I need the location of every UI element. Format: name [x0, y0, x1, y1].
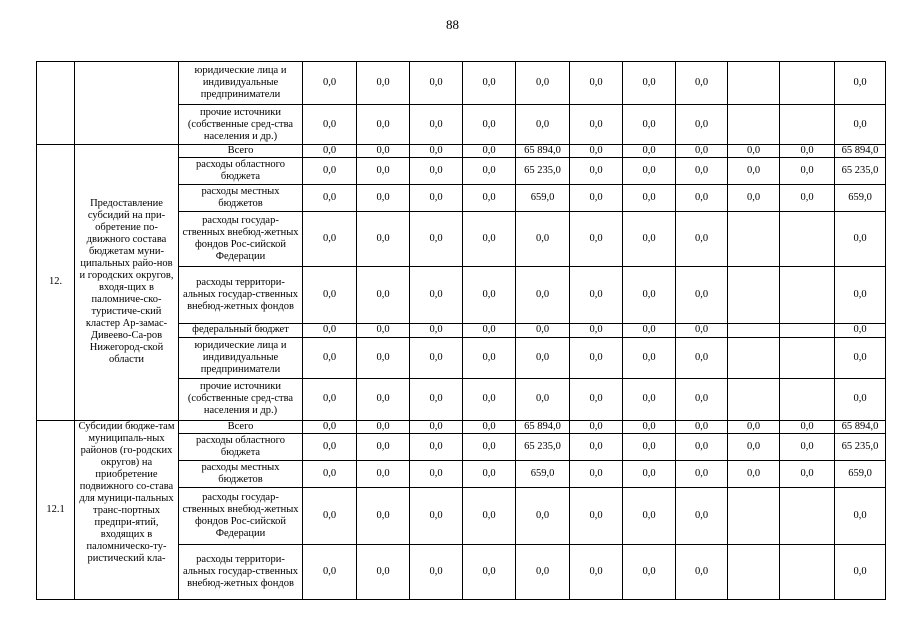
amount-cell: 0,0	[623, 488, 676, 544]
amount-cell: 0,0	[516, 62, 570, 105]
amount-cell: 0,0	[676, 211, 728, 266]
amount-cell: 0,0	[570, 544, 623, 599]
amount-cell: 0,0	[357, 420, 410, 433]
amount-cell: 0,0	[463, 544, 516, 599]
amount-cell: 659,0	[835, 184, 886, 211]
amount-cell: 0,0	[676, 378, 728, 420]
amount-cell: 0,0	[835, 378, 886, 420]
amount-cell: 0,0	[570, 158, 623, 185]
amount-cell: 0,0	[570, 211, 623, 266]
amount-cell: 0,0	[463, 158, 516, 185]
funding-source-cell: прочие источники (собственные сред-ства населения и др.)	[179, 378, 303, 420]
funding-source-cell: расходы областного бюджета	[179, 433, 303, 460]
amount-cell: 0,0	[516, 488, 570, 544]
amount-cell: 0,0	[676, 433, 728, 460]
section-number-cell: 12.1	[37, 420, 75, 599]
amount-cell: 0,0	[835, 337, 886, 378]
amount-cell: 65 894,0	[835, 420, 886, 433]
measure-description-cell: Предоставление субсидий на при-обретение по-движного состава бюджетам муни-ципальных райо-нов и городских округов, входя-щих в паломниче-ско-туристиче-ский кластер Ар-замас-Дивеево-Са-ров Нижегород-ской области	[75, 144, 179, 420]
amount-cell: 0,0	[780, 460, 835, 488]
amount-cell: 0,0	[835, 324, 886, 337]
amount-cell: 0,0	[410, 105, 463, 145]
amount-cell: 65 235,0	[516, 158, 570, 185]
amount-cell: 0,0	[357, 433, 410, 460]
amount-cell: 0,0	[410, 460, 463, 488]
funding-source-cell: расходы местных бюджетов	[179, 460, 303, 488]
amount-cell: 0,0	[570, 324, 623, 337]
amount-cell: 0,0	[303, 420, 357, 433]
amount-cell	[728, 211, 780, 266]
amount-cell: 0,0	[623, 378, 676, 420]
amount-cell	[728, 62, 780, 105]
funding-source-cell: расходы территори-альных государ-ственных внебюд-жетных фондов	[179, 266, 303, 323]
amount-cell: 0,0	[357, 488, 410, 544]
amount-cell: 0,0	[835, 544, 886, 599]
amount-cell: 0,0	[516, 105, 570, 145]
amount-cell: 0,0	[463, 460, 516, 488]
amount-cell: 0,0	[410, 158, 463, 185]
amount-cell: 0,0	[410, 266, 463, 323]
amount-cell: 0,0	[570, 433, 623, 460]
amount-cell: 0,0	[410, 324, 463, 337]
amount-cell: 0,0	[463, 105, 516, 145]
amount-cell	[780, 105, 835, 145]
amount-cell: 0,0	[676, 105, 728, 145]
amount-cell: 0,0	[516, 544, 570, 599]
amount-cell: 659,0	[835, 460, 886, 488]
amount-cell	[780, 324, 835, 337]
amount-cell: 0,0	[676, 337, 728, 378]
amount-cell	[780, 544, 835, 599]
amount-cell: 0,0	[463, 378, 516, 420]
amount-cell: 0,0	[623, 460, 676, 488]
amount-cell	[728, 324, 780, 337]
table-row	[37, 62, 886, 105]
amount-cell: 0,0	[410, 62, 463, 105]
amount-cell: 0,0	[516, 266, 570, 323]
amount-cell: 0,0	[728, 460, 780, 488]
amount-cell: 0,0	[303, 62, 357, 105]
amount-cell: 0,0	[410, 433, 463, 460]
amount-cell: 0,0	[463, 488, 516, 544]
funding-source-cell: расходы местных бюджетов	[179, 184, 303, 211]
amount-cell: 0,0	[303, 184, 357, 211]
amount-cell: 0,0	[835, 211, 886, 266]
amount-cell: 0,0	[357, 460, 410, 488]
amount-cell: 0,0	[623, 266, 676, 323]
amount-cell: 0,0	[570, 337, 623, 378]
amount-cell: 0,0	[570, 488, 623, 544]
amount-cell	[780, 337, 835, 378]
table-row	[37, 420, 886, 433]
table-row	[37, 144, 886, 157]
amount-cell: 0,0	[410, 420, 463, 433]
amount-cell: 0,0	[780, 433, 835, 460]
amount-cell: 0,0	[303, 105, 357, 145]
amount-cell: 0,0	[516, 378, 570, 420]
budget-table	[36, 61, 886, 600]
amount-cell: 0,0	[570, 460, 623, 488]
amount-cell: 0,0	[463, 144, 516, 157]
funding-source-cell: юридические лица и индивидуальные предприниматели	[179, 337, 303, 378]
amount-cell: 0,0	[463, 211, 516, 266]
amount-cell: 0,0	[623, 62, 676, 105]
funding-source-cell: Всего	[179, 420, 303, 433]
amount-cell: 65 235,0	[516, 433, 570, 460]
amount-cell	[780, 266, 835, 323]
amount-cell: 0,0	[676, 266, 728, 323]
amount-cell: 0,0	[357, 144, 410, 157]
amount-cell: 0,0	[623, 337, 676, 378]
amount-cell: 0,0	[410, 337, 463, 378]
funding-source-cell: расходы областного бюджета	[179, 158, 303, 185]
amount-cell: 0,0	[303, 211, 357, 266]
amount-cell: 0,0	[623, 184, 676, 211]
amount-cell: 0,0	[463, 62, 516, 105]
amount-cell	[780, 62, 835, 105]
amount-cell: 0,0	[570, 184, 623, 211]
amount-cell: 0,0	[676, 420, 728, 433]
amount-cell: 0,0	[410, 544, 463, 599]
amount-cell: 0,0	[303, 433, 357, 460]
amount-cell: 0,0	[410, 184, 463, 211]
amount-cell: 0,0	[303, 378, 357, 420]
amount-cell: 0,0	[623, 433, 676, 460]
amount-cell: 0,0	[410, 378, 463, 420]
amount-cell	[728, 544, 780, 599]
amount-cell	[728, 105, 780, 145]
amount-cell: 0,0	[835, 62, 886, 105]
amount-cell: 0,0	[463, 337, 516, 378]
amount-cell: 0,0	[623, 105, 676, 145]
amount-cell: 0,0	[570, 105, 623, 145]
amount-cell: 0,0	[728, 144, 780, 157]
amount-cell	[780, 211, 835, 266]
amount-cell: 0,0	[623, 144, 676, 157]
amount-cell: 65 235,0	[835, 433, 886, 460]
amount-cell: 0,0	[728, 184, 780, 211]
amount-cell	[728, 378, 780, 420]
amount-cell: 0,0	[463, 266, 516, 323]
amount-cell: 0,0	[623, 324, 676, 337]
page-number: 88	[446, 17, 459, 32]
amount-cell: 0,0	[835, 488, 886, 544]
amount-cell: 0,0	[676, 488, 728, 544]
amount-cell: 0,0	[780, 158, 835, 185]
amount-cell: 0,0	[410, 144, 463, 157]
amount-cell: 0,0	[357, 337, 410, 378]
funding-source-cell: юридические лица и индивидуальные предприниматели	[179, 62, 303, 105]
amount-cell: 0,0	[835, 105, 886, 145]
amount-cell: 65 235,0	[835, 158, 886, 185]
amount-cell: 0,0	[623, 544, 676, 599]
amount-cell: 0,0	[676, 144, 728, 157]
amount-cell: 0,0	[463, 433, 516, 460]
amount-cell	[780, 488, 835, 544]
amount-cell: 0,0	[303, 158, 357, 185]
amount-cell: 0,0	[357, 158, 410, 185]
amount-cell: 0,0	[357, 378, 410, 420]
amount-cell: 0,0	[570, 420, 623, 433]
amount-cell: 0,0	[623, 158, 676, 185]
amount-cell	[780, 378, 835, 420]
amount-cell	[728, 488, 780, 544]
amount-cell: 0,0	[676, 184, 728, 211]
amount-cell: 0,0	[676, 158, 728, 185]
amount-cell: 659,0	[516, 184, 570, 211]
amount-cell: 0,0	[676, 324, 728, 337]
amount-cell: 0,0	[303, 324, 357, 337]
amount-cell: 0,0	[516, 211, 570, 266]
amount-cell: 0,0	[728, 420, 780, 433]
funding-source-cell: федеральный бюджет	[179, 324, 303, 337]
amount-cell: 0,0	[623, 420, 676, 433]
amount-cell: 0,0	[303, 266, 357, 323]
funding-source-cell: расходы территори-альных государ-ственных внебюд-жетных фондов	[179, 544, 303, 599]
amount-cell: 0,0	[303, 544, 357, 599]
amount-cell: 0,0	[357, 184, 410, 211]
amount-cell: 0,0	[303, 337, 357, 378]
funding-source-cell: Всего	[179, 144, 303, 157]
amount-cell: 0,0	[463, 184, 516, 211]
amount-cell: 0,0	[357, 211, 410, 266]
section-number-cell: 12.	[37, 144, 75, 420]
amount-cell: 0,0	[516, 337, 570, 378]
amount-cell: 0,0	[780, 144, 835, 157]
amount-cell: 0,0	[623, 211, 676, 266]
amount-cell: 65 894,0	[835, 144, 886, 157]
amount-cell: 0,0	[463, 420, 516, 433]
funding-source-cell: расходы государ-ственных внебюд-жетных фондов Рос-сийской Федерации	[179, 488, 303, 544]
amount-cell: 0,0	[303, 144, 357, 157]
amount-cell: 0,0	[357, 266, 410, 323]
amount-cell: 0,0	[780, 420, 835, 433]
amount-cell: 0,0	[516, 324, 570, 337]
amount-cell: 659,0	[516, 460, 570, 488]
amount-cell: 0,0	[676, 460, 728, 488]
amount-cell	[728, 266, 780, 323]
amount-cell: 0,0	[357, 105, 410, 145]
amount-cell: 0,0	[570, 266, 623, 323]
amount-cell: 0,0	[728, 158, 780, 185]
amount-cell: 0,0	[410, 211, 463, 266]
amount-cell: 0,0	[357, 62, 410, 105]
funding-source-cell: прочие источники (собственные сред-ства населения и др.)	[179, 105, 303, 145]
amount-cell: 0,0	[728, 433, 780, 460]
amount-cell: 65 894,0	[516, 420, 570, 433]
amount-cell: 0,0	[357, 544, 410, 599]
funding-source-cell: расходы государ-ственных внебюд-жетных фондов Рос-сийской Федерации	[179, 211, 303, 266]
amount-cell: 0,0	[676, 544, 728, 599]
amount-cell: 0,0	[835, 266, 886, 323]
amount-cell: 0,0	[570, 62, 623, 105]
amount-cell: 0,0	[570, 378, 623, 420]
amount-cell: 0,0	[570, 144, 623, 157]
section-number-cell	[37, 62, 75, 145]
amount-cell: 0,0	[410, 488, 463, 544]
amount-cell: 0,0	[303, 460, 357, 488]
amount-cell: 0,0	[463, 324, 516, 337]
measure-description-cell: Субсидии бюдже-там муниципаль-ных районов (го-родских округов) на приобретение подвижного со-става для муници-пальных транс-портных предпри-ятий, входящих в паломническо-ту-ристический кла-	[75, 420, 179, 599]
amount-cell: 65 894,0	[516, 144, 570, 157]
amount-cell: 0,0	[780, 184, 835, 211]
table-body	[37, 62, 886, 600]
amount-cell: 0,0	[357, 324, 410, 337]
amount-cell: 0,0	[303, 488, 357, 544]
amount-cell	[728, 337, 780, 378]
measure-description-cell	[75, 62, 179, 145]
amount-cell: 0,0	[676, 62, 728, 105]
